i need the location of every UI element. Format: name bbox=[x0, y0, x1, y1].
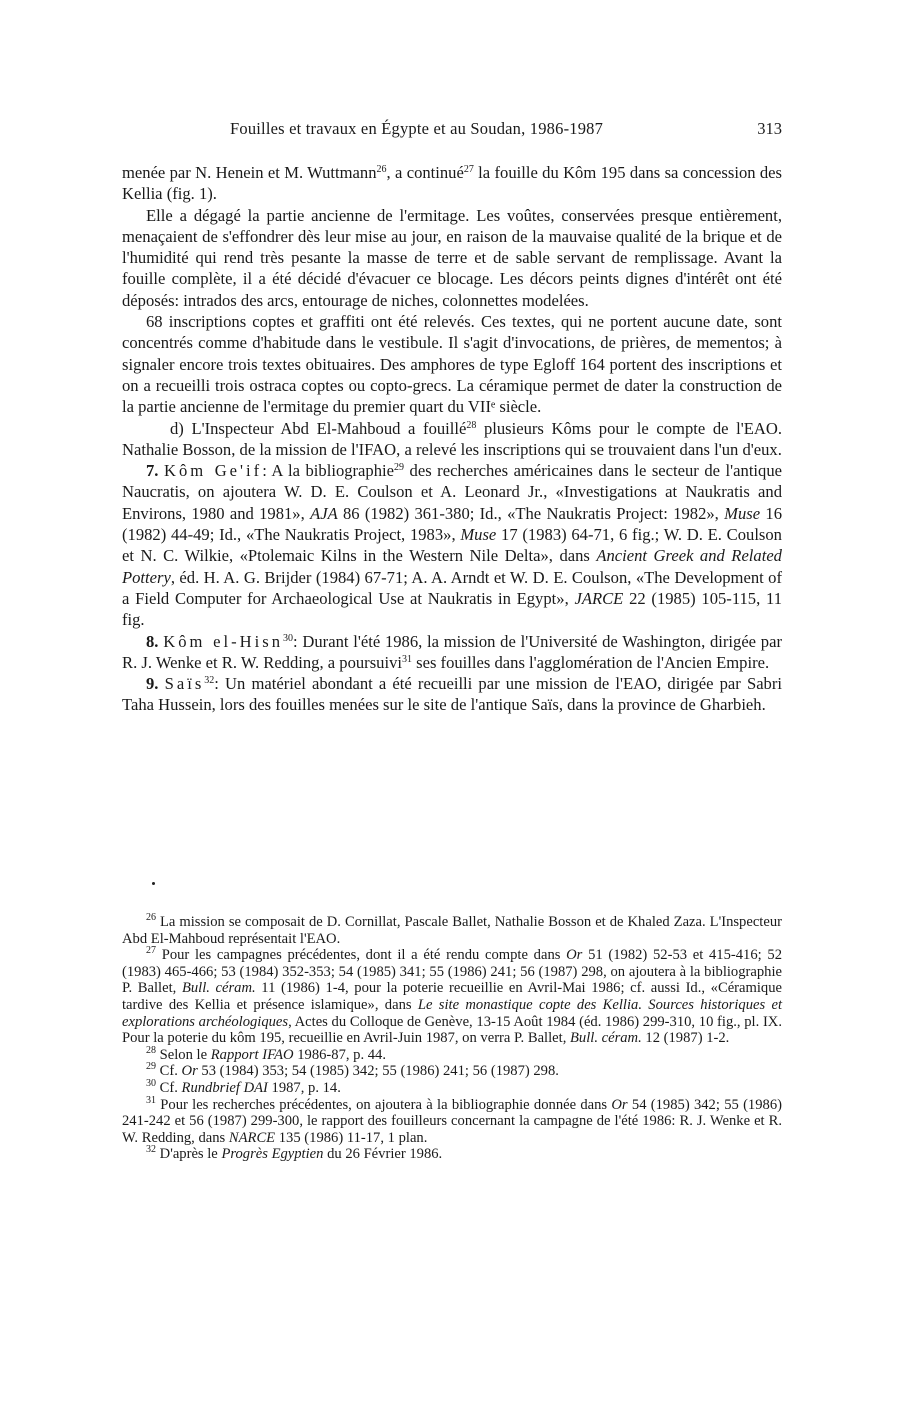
footnotes bbox=[122, 914, 782, 1163]
section-8: 8. Kôm el-Hisn$^{30}$: Durant l'été 1986, la mission de l'Université de Washington, dirigée par R. J. Wenke et R. W. Redding, a poursuivi$^{31}$ ses fouilles dans l'agglomération de l'Ancien Empire. bbox=[122, 631, 782, 672]
site-name: Kôm Ge'if bbox=[163, 461, 263, 481]
section-number: 8. bbox=[146, 631, 159, 651]
footnote-27: $^{27}$ Pour les campagnes précédentes, dont il a été rendu compte dans Or 51 (1982) 52-53 et 415-416; 52 (1983) 465-466; 53 (1984) 352-353; 54 (1985) 341; 55 (1986) 241; 56 (1987) 298, on ajoutera à la bibliographie P. Ballet, Bull. céram. 11 (1986) 1-4, pour la poterie recueillie en Avril-Mai 1986; cf. aussi Id., «Céramique tardive des Kellia et présence islamique», dans Le site monastique copte des Kellia. Sources historiques et explorations archéologiques, Actes du Colloque de Genève, 13-15 Août 1984 (éd. 1986) 299-310, 10 fig., pl. IX. Pour la poterie du kôm 195, recueillie en Avril-Juin 1987, on verra P. Ballet, Bull. céram. 12 (1987) 1-2. bbox=[122, 945, 782, 1047]
paragraph-2: Elle a dégagé la partie ancienne de l'ermitage. Les voûtes, conservées presque entièrement, menaçaient de s'effondrer dès leur mise au jour, en raison de la mauvaise qualité de la brique et de l'humidité qui rend très pesante la masse de terre et de sable servant de remplissage. Avant la fouille complète, il a été décidé d'évacuer ce blocage. Les décors peints dignes d'intérêt ont été déposés: intrados des arcs, entourage de niches, colonnettes modelées. bbox=[122, 205, 782, 310]
section-number: 9. bbox=[146, 674, 159, 694]
site-name: Kôm el-Hisn bbox=[163, 631, 284, 651]
footnote-ref-31: 31 bbox=[401, 653, 412, 665]
footnote-29: $^{29}$ Cf. Or 53 (1984) 353; 54 (1985) 342; 55 (1986) 241; 56 (1987) 298. bbox=[146, 1061, 559, 1080]
paragraph-4: d) L'Inspecteur Abd El-Mahboud a fouillé$^{28}$ plusieurs Kôms pour le compte de l'EAO. Nathalie Bosson, de la mission de l'IFAO, a relevé les inscriptions qui se trouvaient dans l'un d'eux. bbox=[122, 418, 782, 459]
running-header bbox=[122, 119, 782, 141]
footnote-30: $^{30}$ Cf. Rundbrief DAI 1987, p. 14. bbox=[146, 1077, 341, 1096]
footnote-31: $^{31}$ Pour les recherches précédentes, on ajoutera à la bibliographie donnée dans Or 54 (1985) 342; 55 (1986) 241-242 et 56 (1987) 299-300, le rapport des fouilleurs concernant la campagne de l'été 1986: R. J. Wenke et R. W. Redding, dans NARCE 135 (1986) 11-17, 1 plan. bbox=[122, 1094, 782, 1146]
footnote-ref-29: 29 bbox=[394, 462, 404, 474]
stray-dot bbox=[152, 882, 155, 885]
running-title: Fouilles et travaux en Égypte et au Soudan, 1986-1987 bbox=[230, 119, 604, 138]
page-number: 313 bbox=[757, 119, 782, 138]
section-number: 7. bbox=[146, 461, 159, 481]
paragraph-3: 68 inscriptions coptes et graffiti ont été relevés. Ces textes, qui ne portent aucune date, sont concentrés comme d'habitude dans le vestibule. Il s'agit d'invocations, de prières, de mementos; à signaler encore trois textes obituaires. Des amphores de type Egloff 164 portent des inscriptions et on a recueilli trois ostraca coptes ou copto-grecs. La céramique permet de dater la construction de la partie ancienne de l'ermitage du premier quart du VIIᵉ siècle. bbox=[122, 312, 782, 417]
footnote-ref-27: 27 bbox=[463, 164, 474, 175]
footnote-ref-32: 32 bbox=[204, 675, 215, 687]
footnote-ref-26: 26 bbox=[376, 164, 387, 175]
paragraph-1: menée par N. Henein et M. Wuttmann$^{26}$, a continué$^{27}$ la fouille du Kôm 195 dans sa concession des Kellia (fig. 1). bbox=[122, 163, 782, 204]
footnote-26: $^{26}$ La mission se composait de D. Cornillat, Pascale Ballet, Nathalie Bosson et de Khaled Zaza. L'Inspecteur Abd El-Mahboud représentait l'EAO. bbox=[122, 912, 782, 947]
footnote-ref-28: 28 bbox=[466, 419, 477, 431]
section-7: 7. Kôm Ge'if: A la bibliographie$^{29}$ des recherches américaines dans le secteur de l'antique Naucratis, on ajoutera W. D. E. Coulson et A. Leonard Jr., «Investigations at Naukratis and Environs, 1980 and 1981», AJA 86 (1982) 361-380; Id., «The Naukratis Project: 1982», Muse 16 (1982) 44-49; Id., «The Naukratis Project, 1983», Muse 17 (1983) 64-71, 6 fig.; W. D. E. Coulson et N. C. Wilkie, «Ptolemaic Kilns in the Western Nile Delta», dans Ancient Greek and Related Pottery, éd. H. A. G. Brijder (1984) 67-71; A. A. Arndt et W. D. E. Coulson, «The Development of a Field Computer for Archaeological Use at Naukratis in Egypt», JARCE 22 (1985) 105-115, 11 fig. bbox=[122, 461, 782, 630]
footnote-28: $^{28}$ Selon le Rapport IFAO 1986-87, p. 44. bbox=[146, 1044, 387, 1063]
footnote-ref-30: 30 bbox=[283, 632, 294, 644]
footnote-32: $^{32}$ D'après le Progrès Egyptien du 26 Février 1986. bbox=[146, 1144, 443, 1163]
main-text bbox=[122, 162, 782, 716]
section-9: 9. Saïs$^{32}$: Un matériel abondant a été recueilli par une mission de l'EAO, dirigée par Sabri Taha Hussein, lors des fouilles menées sur le site de l'antique Saïs, dans la province de Gharbieh. bbox=[122, 674, 782, 715]
site-name: Saïs bbox=[164, 674, 205, 694]
